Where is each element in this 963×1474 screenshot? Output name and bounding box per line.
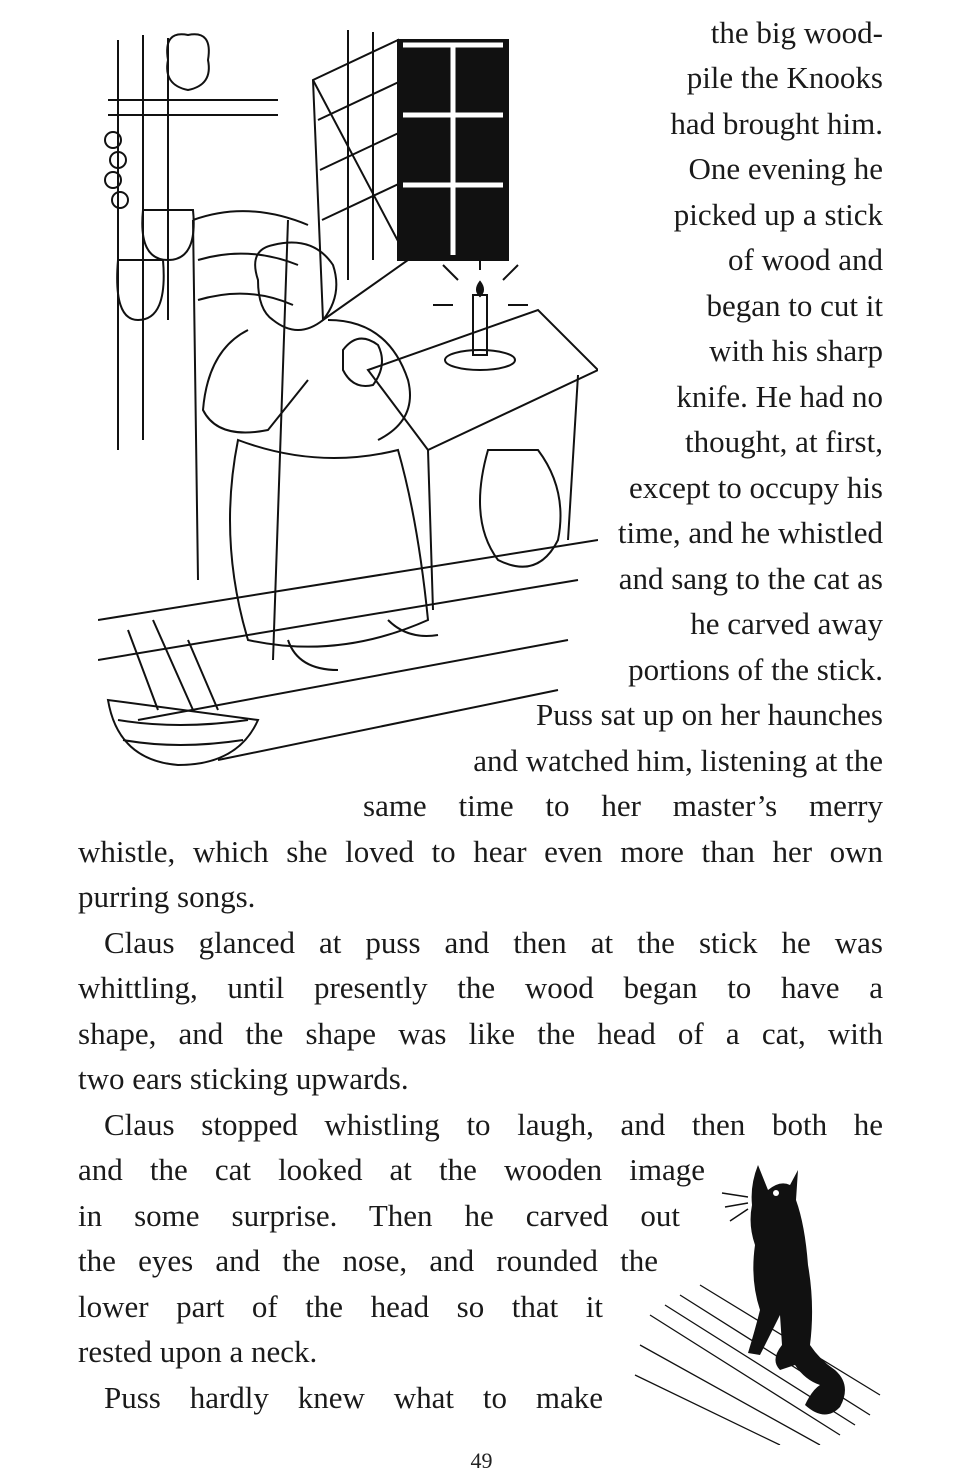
text-line: purring songs.	[78, 879, 256, 914]
text-line: in some surprise. Then he carved out	[78, 1198, 680, 1233]
text-line: same time to her master’s merry	[363, 788, 883, 823]
text-line: he carved away	[690, 606, 883, 641]
text-line: of wood and	[728, 242, 883, 277]
text-line: picked up a stick	[673, 197, 883, 232]
text-line: the eyes and the nose, and rounded the	[78, 1243, 658, 1278]
text-line: rested upon a neck.	[78, 1334, 318, 1369]
text-line: whittling, until presently the wood began to have a	[78, 970, 883, 1005]
text-line: and sang to the cat as	[618, 561, 883, 596]
text-line: had brought him.	[670, 106, 883, 141]
paragraph-start: Claus glanced at puss and then at the stick he was	[104, 925, 883, 960]
text-line: whistle, which she loved to hear even more than her own	[78, 834, 883, 869]
text-line: the big wood-	[710, 15, 883, 50]
paragraph-start: Puss hardly knew what to make	[104, 1380, 603, 1415]
text-line: knife. He had no	[676, 379, 883, 414]
paragraph-start: Claus stopped whistling to laugh, and then both he	[104, 1107, 883, 1142]
text-line: shape, and the shape was like the head of a cat, with	[78, 1016, 883, 1051]
text-line: and the cat looked at the wooden image	[78, 1152, 705, 1187]
text-line: time, and he whistled	[617, 515, 883, 550]
text-line: except to occupy his	[629, 470, 883, 505]
text-line: and watched him, listening at the	[473, 743, 883, 778]
text-line: two ears sticking upwards.	[78, 1061, 409, 1096]
text-line: One evening he	[688, 151, 883, 186]
claus-carving-illustration	[98, 20, 598, 785]
text-line: pile the Knooks	[686, 60, 883, 95]
text-line: thought, at first,	[684, 424, 883, 459]
page-number: 49	[470, 1448, 493, 1473]
text-line: Puss sat up on her haunches	[536, 697, 883, 732]
black-cat-illustration	[630, 1145, 890, 1445]
text-line: portions of the stick.	[628, 652, 883, 687]
text-line: with his sharp	[709, 333, 883, 368]
text-line: began to cut it	[706, 288, 883, 323]
text-line: lower part of the head so that it	[78, 1289, 603, 1324]
